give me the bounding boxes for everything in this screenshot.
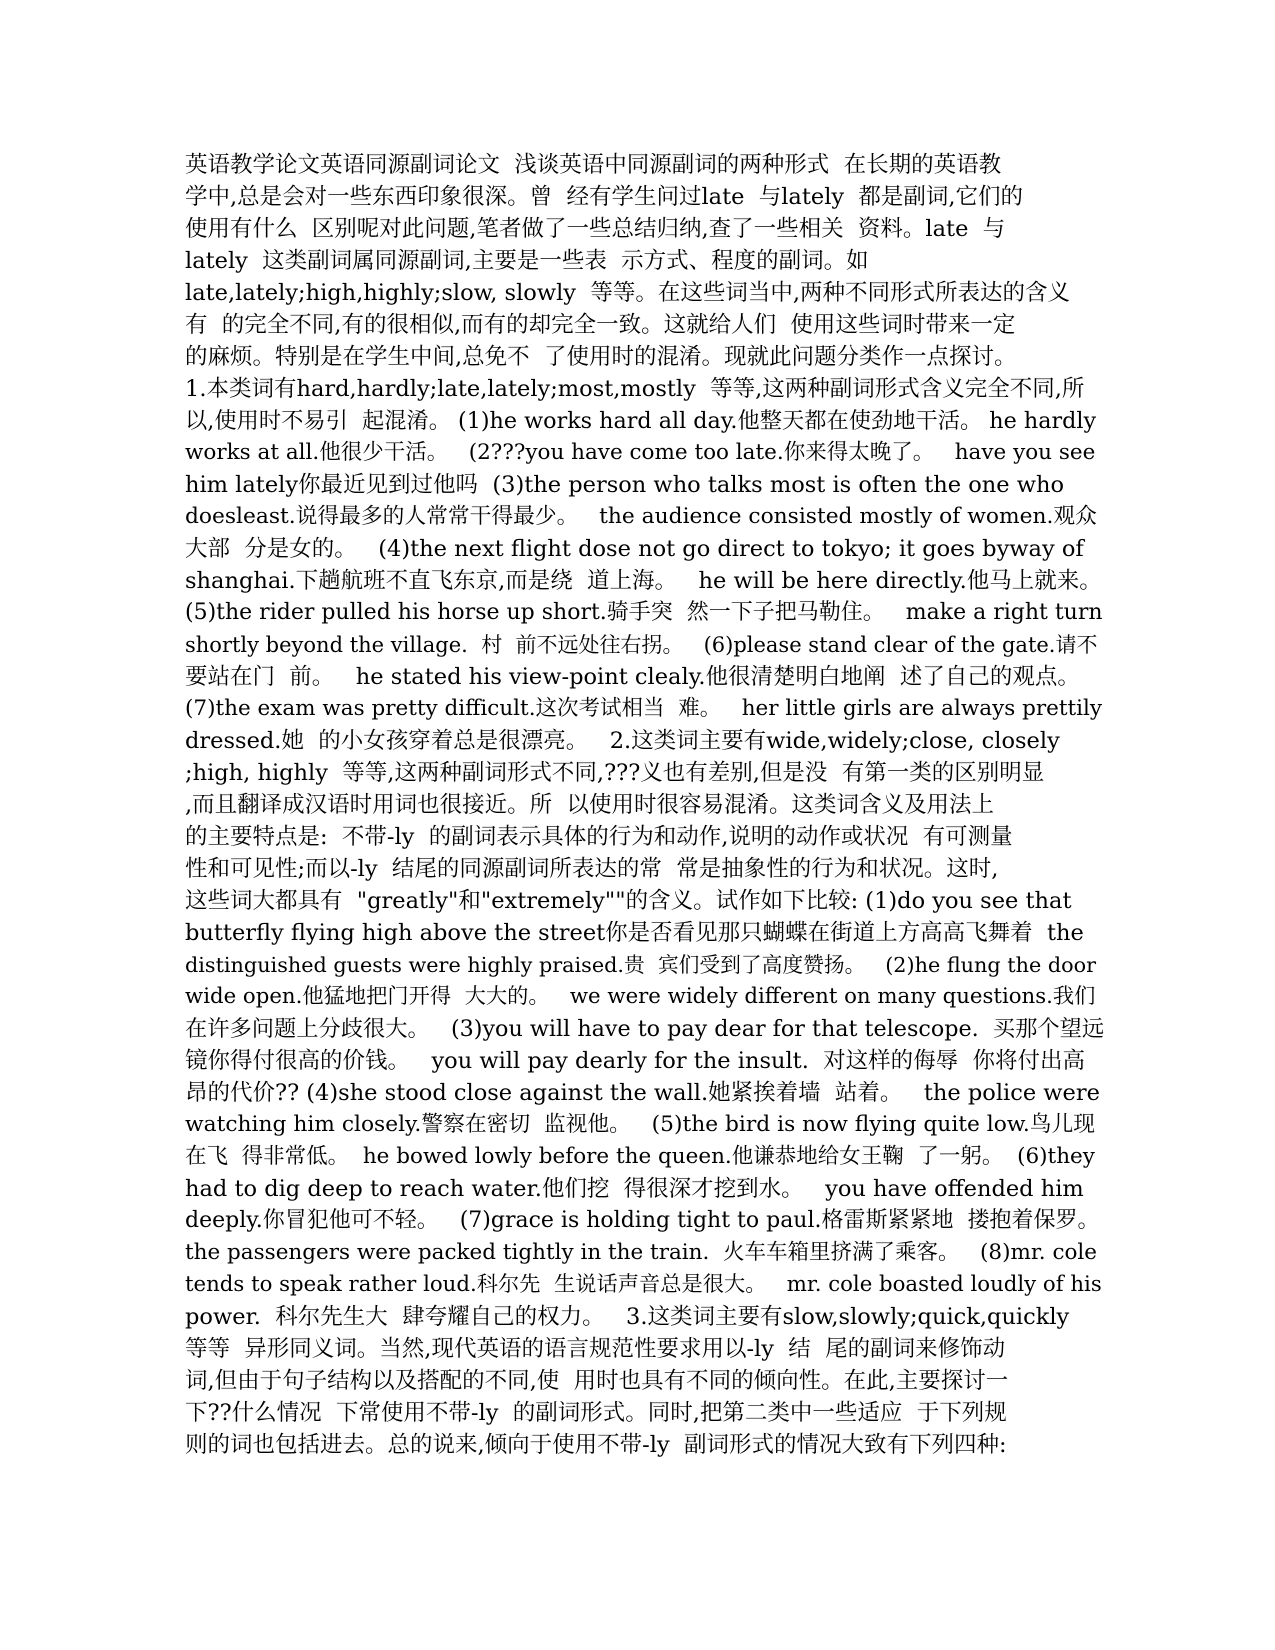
text-line: 的主要特点是: 不带-ly 的副词表示具体的行为和动作,说明的动作或状况 有可测量 bbox=[185, 824, 1013, 850]
text-line: tends to speak rather loud.科尔先 生说话声音总是很大。 mr. cole boasted loudly of his bbox=[185, 1272, 1102, 1297]
text-line: 的麻烦。特别是在学生中间,总免不 了使用时的混淆。现就此问题分类作一点探讨。 bbox=[185, 344, 1017, 370]
text-line: distinguished guests were highly praised.贵 宾们受到了高度赞扬。 (2)he flung the door bbox=[185, 953, 1097, 977]
text-line: deeply.你冒犯他可不轻。 (7)grace is holding tight to paul.格雷斯紧紧地 搂抱着保罗。 bbox=[185, 1208, 1100, 1233]
text-line: 学中,总是会对一些东西印象很深。曾 经有学生问过late 与lately 都是副词,它们的 bbox=[185, 184, 1024, 210]
text-line: lately 这类副词属同源副词,主要是一些表 示方式、程度的副词。如 bbox=[185, 248, 869, 274]
text-line: 词,但由于句子结构以及搭配的不同,使 用时也具有不同的倾向性。在此,主要探讨一 bbox=[185, 1368, 1009, 1394]
text-line: watching him closely.警察在密切 监视他。 (5)the bird is now flying quite low.鸟儿现 bbox=[185, 1112, 1096, 1137]
text-line: wide open.他猛地把门开得 大大的。 we were widely different on many questions.我们 bbox=[185, 984, 1096, 1009]
text-line: 性和可见性;而以-ly 结尾的同源副词所表达的常 常是抽象性的行为和状况。这时, bbox=[185, 856, 999, 882]
text-line: works at all.他很少干活。 (2???you have come too late.你来得太晚了。 have you see bbox=[185, 440, 1096, 465]
text-line: 镜你得付很高的价钱。 you will pay dearly for the insult. 对这样的侮辱 你将付出高 bbox=[185, 1048, 1085, 1074]
text-line: late,lately;high,highly;slow, slowly 等等。在这些词当中,两种不同形式所表达的含义 bbox=[185, 280, 1070, 306]
text-line: had to dig deep to reach water.他们挖 得很深才挖到水。 you have offended him bbox=[185, 1176, 1084, 1202]
text-line: 等等 异形同义词。当然,现代英语的语言规范性要求用以-ly 结 尾的副词来修饰动 bbox=[185, 1336, 1006, 1362]
text-line: shortly beyond the village. 村 前不远处往右拐。 (6)please stand clear of the gate.请不 bbox=[185, 633, 1098, 657]
text-line: 大部 分是女的。 (4)the next flight dose not go direct to tokyo; it goes byway of bbox=[185, 536, 1084, 562]
text-line: 则的词也包括进去。总的说来,倾向于使用不带-ly 副词形式的情况大致有下列四种: bbox=[185, 1432, 1007, 1458]
text-line: 在许多问题上分歧很大。 (3)you will have to pay dear for that telescope. 买那个望远 bbox=[185, 1016, 1105, 1042]
text-line: (5)the rider pulled his horse up short.骑手突 然一下子把马勒住。 make a right turn bbox=[185, 600, 1103, 625]
text-line: 使用有什么 区别呢对此问题,笔者做了一些总结归纳,查了一些相关 资料。late 与 bbox=[185, 216, 1006, 242]
text-line: power. 科尔先生大 肆夸耀自己的权力。 3.这类词主要有slow,slowly;quick,quickly bbox=[185, 1304, 1070, 1330]
article-body bbox=[185, 149, 1105, 1461]
text-line: 以,使用时不易引 起混淆。 (1)he works hard all day.他整天都在使劲地干活。 he hardly bbox=[185, 408, 1097, 434]
text-line: the passengers were packed tightly in the train. 火车车箱里挤满了乘客。 (8)mr. cole bbox=[185, 1240, 1098, 1265]
text-line: 1.本类词有hard,hardly;late,lately;most,mostly 等等,这两种副词形式含义完全不同,所 bbox=[185, 376, 1085, 402]
text-line: 这些词大都具有 "greatly"和"extremely""的含义。试作如下比较: (1)do you see that bbox=[185, 888, 1072, 914]
text-line: him lately你最近见到过他吗 (3)the person who talks most is often the one who bbox=[185, 472, 1065, 498]
text-line: 有 的完全不同,有的很相似,而有的却完全一致。这就给人们 使用这些词时带来一定 bbox=[185, 312, 1016, 338]
text-line: ;high, highly 等等,这两种副词形式不同,???义也有差别,但是没 有第一类的区别明显 bbox=[185, 760, 1045, 786]
text-line: 下??什么情况 下常使用不带-ly 的副词形式。同时,把第二类中一些适应 于下列规 bbox=[185, 1400, 1007, 1426]
text-line: 要站在门 前。 he stated his view-point clealy.他很清楚明白地阐 述了自己的观点。 bbox=[185, 664, 1080, 690]
text-line: dressed.她 的小女孩穿着总是很漂亮。 2.这类词主要有wide,widely;close, closely bbox=[185, 728, 1060, 754]
text-line: 在飞 得非常低。 he bowed lowly before the queen.他谦恭地给女王鞠 了一躬。 (6)they bbox=[185, 1144, 1095, 1169]
text-line: doesleast.说得最多的人常常干得最少。 the audience consisted mostly of women.观众 bbox=[185, 504, 1097, 529]
text-line: (7)the exam was pretty difficult.这次考试相当 难。 her little girls are always prettily bbox=[185, 696, 1103, 721]
text-line: shanghai.下趟航班不直飞东京,而是绕 道上海。 he will be here directly.他马上就来。 bbox=[185, 568, 1102, 594]
text-line: 昂的代价?? (4)she stood close against the wall.她紧挨着墙 站着。 the police were bbox=[185, 1080, 1100, 1106]
text-line: butterfly flying high above the street你是否看见那只蝴蝶在街道上方高高飞舞着 the bbox=[185, 920, 1084, 946]
text-line: 英语教学论文英语同源副词论文 浅谈英语中同源副词的两种形式 在长期的英语教 bbox=[185, 152, 1002, 178]
text-line: ,而且翻译成汉语时用词也很接近。所 以使用时很容易混淆。这类词含义及用法上 bbox=[185, 792, 994, 818]
